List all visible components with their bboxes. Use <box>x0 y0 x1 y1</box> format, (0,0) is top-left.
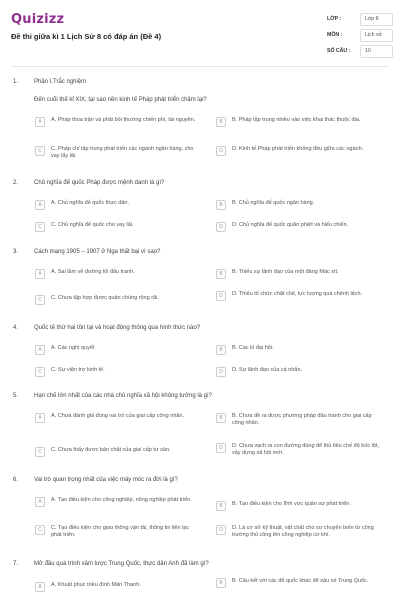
option-letter-badge: A <box>35 117 45 127</box>
question-number: 2. <box>13 180 19 186</box>
option-text: B. Câu kết với các đế quốc khác để xâu xé Trung Quốc. <box>232 578 369 584</box>
option-text: B. Pháp tập trung nhiều vào việc khai thác thuộc địa. <box>232 117 361 123</box>
meta-count-row <box>327 45 393 59</box>
option-b[interactable] <box>216 412 382 427</box>
option-text: D. Kinh tế Pháp phát triển không đều giữa các ngành. <box>232 146 364 152</box>
option-a[interactable] <box>35 116 201 127</box>
option-a[interactable] <box>35 412 201 423</box>
question-number: 7. <box>13 561 19 567</box>
question-text: Chủ nghĩa đế quốc Pháp được mệnh danh là gì? <box>34 180 165 186</box>
worksheet-header <box>0 0 400 66</box>
option-letter-badge: B <box>216 413 226 423</box>
meta-count-label: SỐ CÂU : <box>327 48 351 54</box>
option-c[interactable] <box>35 221 201 232</box>
option-text: A. Các nghị quyết <box>51 345 95 351</box>
question-text: Đến cuối thế kỉ XIX, tại sao nền kinh tế Pháp phát triển chậm lại? <box>34 97 207 103</box>
question-number: 4. <box>13 325 19 331</box>
option-text: A. Khuất phục triều đình Mãn Thanh. <box>51 582 141 588</box>
option-text: D. Thiếu tổ chức chặt chẽ, lực lượng quá chênh lệch. <box>232 291 363 297</box>
option-text: D. Chủ nghĩa đế quốc quân phiệt và hiếu chiến. <box>232 222 349 228</box>
meta-class-row <box>327 13 393 27</box>
option-text: B. Chưa đề ra được phương pháp đấu tranh cho giai cấp công nhân. <box>232 413 372 427</box>
option-b[interactable] <box>216 500 382 511</box>
option-text: D. Là cơ sở kỹ thuật, vật chất cho sự chuyển biến từ công trường thủ công lên công nghiệp cơ khí. <box>232 525 374 539</box>
option-text: B. Chủ nghĩa đế quốc ngân hàng. <box>232 200 315 206</box>
option-text: D. Chưa vạch ra con đường đúng để thủ tiêu chế độ bóc lột, xây dựng xã hội mới. <box>232 443 380 457</box>
option-text: C. Chủ nghĩa đế quốc cho vay lãi. <box>51 222 134 228</box>
option-c[interactable] <box>35 446 201 457</box>
question-text: Quốc tế thứ hai tồn tại và hoạt động thông qua hình thức nào? <box>34 325 201 331</box>
option-text: B. Thiếu sự lãnh đạo của một đảng Mác xít. <box>232 269 339 275</box>
meta-class-value: Lớp 8 <box>360 13 393 26</box>
option-d[interactable] <box>216 221 400 232</box>
meta-subject-value: Lịch sử <box>360 29 393 42</box>
option-letter-badge: C <box>35 295 45 305</box>
option-a[interactable] <box>35 268 201 279</box>
option-letter-badge: D <box>216 222 226 232</box>
option-letter-badge: A <box>35 582 45 592</box>
meta-subject-row <box>327 29 393 43</box>
option-d[interactable] <box>216 290 382 301</box>
option-letter-badge: D <box>216 525 226 535</box>
option-letter-badge: A <box>35 413 45 423</box>
option-b[interactable] <box>216 116 382 127</box>
option-a[interactable] <box>35 199 201 210</box>
question-text: Mở đầu quá trình xâm lược Trung Quốc, thực dân Anh đã làm gì? <box>34 561 209 567</box>
option-b[interactable] <box>216 344 382 355</box>
worksheet-title: Đề thi giữa kì 1 Lịch Sử 8 có đáp án (Đề 4) <box>11 32 162 41</box>
option-text: A. Chủ nghĩa đế quốc thực dân. <box>51 200 129 206</box>
option-b[interactable] <box>216 199 382 210</box>
question-number: 5. <box>13 393 19 399</box>
option-d[interactable] <box>216 442 382 457</box>
option-d[interactable] <box>216 366 382 377</box>
worksheet-meta <box>327 13 393 61</box>
option-letter-badge: B <box>216 269 226 279</box>
option-letter-badge: C <box>35 525 45 535</box>
option-text: C. Tạo điều kiện cho giao thông vận tải, thông tin liên lạc phát triển. <box>51 525 190 539</box>
option-c[interactable] <box>35 145 201 160</box>
question-number: 6. <box>13 477 19 483</box>
option-letter-badge: C <box>35 222 45 232</box>
option-c[interactable] <box>35 294 201 305</box>
option-letter-badge: B <box>216 200 226 210</box>
option-letter-badge: C <box>35 367 45 377</box>
option-letter-badge: A <box>35 200 45 210</box>
quizizz-logo: Quizizz <box>11 12 65 27</box>
question-number: 1. <box>13 79 19 85</box>
question-text: Vai trò quan trọng nhất của việc máy móc ra đời là gì? <box>34 477 178 483</box>
option-letter-badge: D <box>216 291 226 301</box>
option-text: B. Các kì đại hội. <box>232 345 274 351</box>
option-letter-badge: A <box>35 345 45 355</box>
option-c[interactable] <box>35 524 201 539</box>
option-text: C. Chưa thấy được bản chất của giai cấp tư sản. <box>51 447 171 453</box>
section-heading: Phần I.Trắc nghiệm <box>34 79 87 85</box>
option-text: C. Sự viện trợ kinh tế. <box>51 367 105 373</box>
question-number: 3. <box>13 249 19 255</box>
option-c[interactable] <box>35 366 201 377</box>
question-text: Hạn chế lớn nhất của các nhà chủ nghĩa xã hội không tưởng là gì? <box>34 393 213 399</box>
option-text: C. Chưa tập hợp được quần chúng rộng rãi. <box>51 295 159 301</box>
option-letter-badge: B <box>216 117 226 127</box>
option-text: A. Chưa đánh giá đúng vai trò của giai cấp công nhân. <box>51 413 185 419</box>
meta-class-label: LỚP : <box>327 16 342 22</box>
option-text: B. Tạo điều kiện cho lĩnh vực quân sự phát triển. <box>232 501 351 507</box>
question-text: Cách mạng 1905 – 1907 ở Nga thất bại vì sao? <box>34 249 161 255</box>
option-letter-badge: B <box>216 578 226 588</box>
option-b[interactable] <box>216 268 382 279</box>
option-text: A. Sai lầm về đường lối đấu tranh. <box>51 269 135 275</box>
option-d[interactable] <box>216 145 382 156</box>
option-letter-badge: B <box>216 345 226 355</box>
option-b[interactable] <box>216 577 382 588</box>
option-letter-badge: A <box>35 497 45 507</box>
option-text: D. Sự lãnh đạo của cá nhân. <box>232 367 303 373</box>
option-a[interactable] <box>35 581 201 592</box>
meta-subject-label: MÔN : <box>327 32 343 38</box>
option-text: C. Pháp chỉ tập trung phát triển các ngành ngân hàng, cho vay lấy lãi. <box>51 146 194 160</box>
option-letter-badge: B <box>216 501 226 511</box>
option-letter-badge: C <box>35 146 45 156</box>
option-a[interactable] <box>35 496 201 507</box>
option-d[interactable] <box>216 524 382 539</box>
option-letter-badge: D <box>216 367 226 377</box>
option-letter-badge: D <box>216 146 226 156</box>
meta-count-value: 10 <box>360 45 393 58</box>
option-letter-badge: C <box>35 447 45 457</box>
option-text: A. Tạo điều kiện cho công nghiệp, nông nghiệp phát triển. <box>51 497 192 503</box>
option-a[interactable] <box>35 344 201 355</box>
header-divider <box>11 66 389 67</box>
option-letter-badge: D <box>216 443 226 453</box>
option-text: A. Pháp thua trận và phải bồi thường chiến phí, tài nguyên. <box>51 117 196 123</box>
option-letter-badge: A <box>35 269 45 279</box>
